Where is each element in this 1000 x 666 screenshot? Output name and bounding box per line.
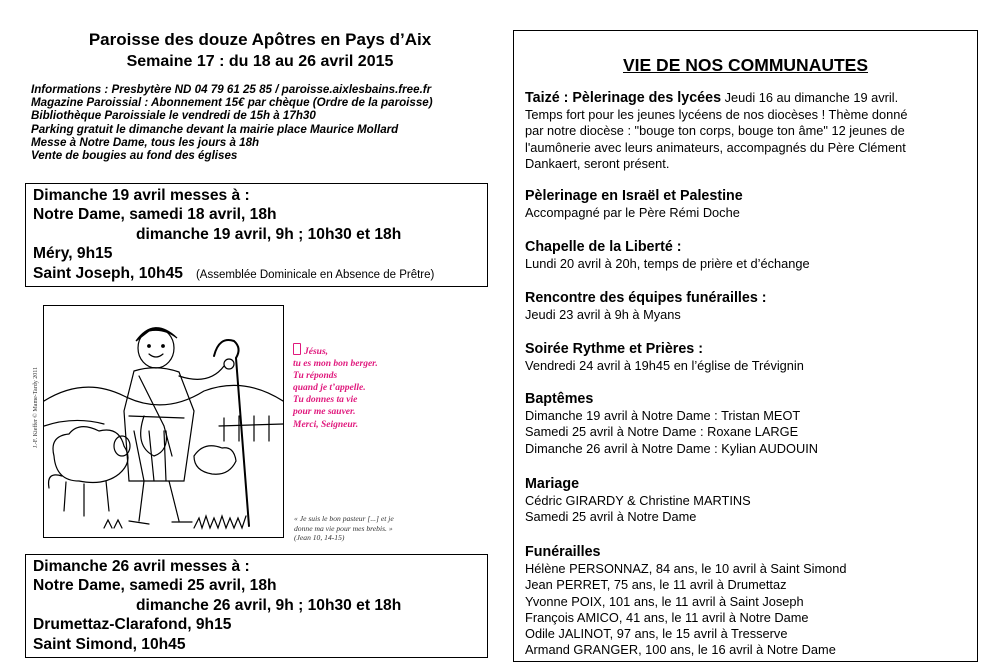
mass-line: Saint Simond, 10h45 xyxy=(33,635,186,653)
section-taize xyxy=(525,89,973,172)
prayer-line: Tu réponds xyxy=(293,371,338,382)
prayer-line: Jésus, xyxy=(304,347,329,357)
info-line: Informations : Presbytère ND 04 79 61 25 85 / paroisse.aixlesbains.free.fr xyxy=(31,83,432,96)
info-line: Messe à Notre Dame, tous les jours à 18h xyxy=(31,135,260,149)
section-line: Cédric GIRARDY & Christine MARTINS xyxy=(525,493,751,508)
section-line: Yvonne POIX, 101 ans, le 11 avril à Saint Joseph xyxy=(525,593,804,609)
section-line: François AMICO, 41 ans, le 11 avril à Notre Dame xyxy=(525,609,809,625)
section-heading: Soirée Rythme et Prières : xyxy=(525,341,703,357)
section-line: Temps fort pour les jeunes lycéens de nos diocèses ! Thème donné xyxy=(525,107,908,122)
mass-line: Notre Dame, samedi 25 avril, 18h xyxy=(33,577,277,595)
prayer-line: quand je t’appelle. xyxy=(293,383,366,394)
shepherd-drawing-icon xyxy=(44,306,283,537)
section-line: Vendredi 24 avril à 19h45 en l’église de Trévignin xyxy=(525,358,804,373)
section-line: l'aumônerie avec leurs animateurs, accompagnés du Père Clément xyxy=(525,139,906,155)
mass-line: Méry, 9h15 xyxy=(33,245,113,263)
section-israel xyxy=(525,187,973,221)
section-line: Lundi 20 avril à 20h, temps de prière et d’échange xyxy=(525,256,810,271)
section-line: Odile JALINOT, 97 ans, le 15 avril à Tresserve xyxy=(525,626,788,642)
bible-quote xyxy=(294,514,394,543)
section-heading: Pèlerinage en Israël et Palestine xyxy=(525,188,743,204)
section-line: Dimanche 26 avril à Notre Dame : Kylian AUDOUIN xyxy=(525,440,819,456)
week-title: Semaine 17 : du 18 au 26 avril 2015 xyxy=(126,53,394,70)
shepherd-illustration xyxy=(43,305,284,538)
quote-line: « Je suis le bon pasteur [...] et je xyxy=(294,514,394,523)
section-heading: Taizé : Pèlerinage des lycées xyxy=(525,90,722,106)
info-line: Parking gratuit le dimanche devant la mairie place Maurice Mollard xyxy=(31,122,399,136)
section-line: Jeudi 16 au dimanche 19 avril. xyxy=(721,90,899,105)
info-block xyxy=(31,83,501,162)
mass-schedule-26-april xyxy=(25,554,488,658)
section-heading: Funérailles xyxy=(525,544,601,560)
section-line: Hélène PERSONNAZ, 84 ans, le 10 avril à Saint Simond xyxy=(525,561,847,576)
mass-line: dimanche 26 avril, 9h ; 10h30 et 18h xyxy=(136,596,402,614)
section-line: Samedi 25 avril à Notre Dame xyxy=(525,509,697,525)
mass-place: Saint Joseph, 10h45 xyxy=(33,264,183,282)
prayer-line: Merci, Seigneur. xyxy=(293,419,359,430)
section-heading: Baptêmes xyxy=(525,391,594,407)
mass-schedule-19-april xyxy=(25,183,488,287)
section-soiree xyxy=(525,340,973,374)
section-line: Accompagné par le Père Rémi Doche xyxy=(525,205,740,220)
section-heading: Rencontre des équipes funérailles : xyxy=(525,290,767,306)
mass-line xyxy=(33,264,487,285)
section-heading: Chapelle de la Liberté : xyxy=(525,239,682,255)
prayer-line: tu es mon bon berger. xyxy=(293,359,378,370)
mass-line: dimanche 19 avril, 9h ; 10h30 et 18h xyxy=(136,225,402,243)
info-line: Bibliothèque Paroissiale le vendredi de 15h à 17h30 xyxy=(31,109,316,123)
mass-line: Drumettaz-Clarafond, 9h15 xyxy=(33,616,232,634)
prayer-line: Tu donnes ta vie xyxy=(293,395,358,406)
parish-title: Paroisse des douze Apôtres en Pays d’Aix xyxy=(88,30,432,49)
section-chapelle xyxy=(525,238,973,272)
section-line: Armand GRANGER, 100 ans, le 16 avril à Notre Dame xyxy=(525,642,836,658)
info-line: Magazine Paroissial : Abonnement 15€ par chèque (Ordre de la paroisse) xyxy=(31,96,433,110)
section-line: par notre diocèse : "bouge ton corps, bouge ton âme" 12 jeunes de xyxy=(525,123,905,139)
section-line: Dimanche 19 avril à Notre Dame : Tristan MEOT xyxy=(525,408,801,423)
section-line: Jean PERRET, 75 ans, le 11 avril à Drumettaz xyxy=(525,577,787,593)
illustration-credit: J.-F. Kieffer © Mame-Tardy 2011 xyxy=(33,367,39,448)
section-baptemes xyxy=(525,390,973,457)
quote-line: donne ma vie pour mes brebis. » xyxy=(294,523,393,533)
section-line: Jeudi 23 avril à 9h à Myans xyxy=(525,307,681,322)
info-line: Vente de bougies au fond des églises xyxy=(31,149,238,163)
community-title: VIE DE NOS COMMUNAUTES xyxy=(622,55,869,75)
section-funerailles xyxy=(525,543,973,659)
mass-note: (Assemblée Dominicale en Absence de Prêtre) xyxy=(195,268,435,281)
section-line: Dankaert, seront présent. xyxy=(525,155,670,171)
mass-heading: Dimanche 26 avril messes à : xyxy=(33,558,250,575)
section-funeral-teams xyxy=(525,289,973,323)
candle-icon xyxy=(293,343,301,355)
section-heading: Mariage xyxy=(525,476,580,492)
mass-heading: Dimanche 19 avril messes à : xyxy=(33,187,250,204)
prayer-line: pour me sauver. xyxy=(293,407,356,418)
prayer-text xyxy=(293,343,378,431)
mass-line: Notre Dame, samedi 18 avril, 18h xyxy=(33,206,277,224)
quote-ref: (Jean 10, 14-15) xyxy=(294,533,345,542)
section-line: Samedi 25 avril à Notre Dame : Roxane LARGE xyxy=(525,424,799,440)
section-mariage xyxy=(525,475,973,526)
